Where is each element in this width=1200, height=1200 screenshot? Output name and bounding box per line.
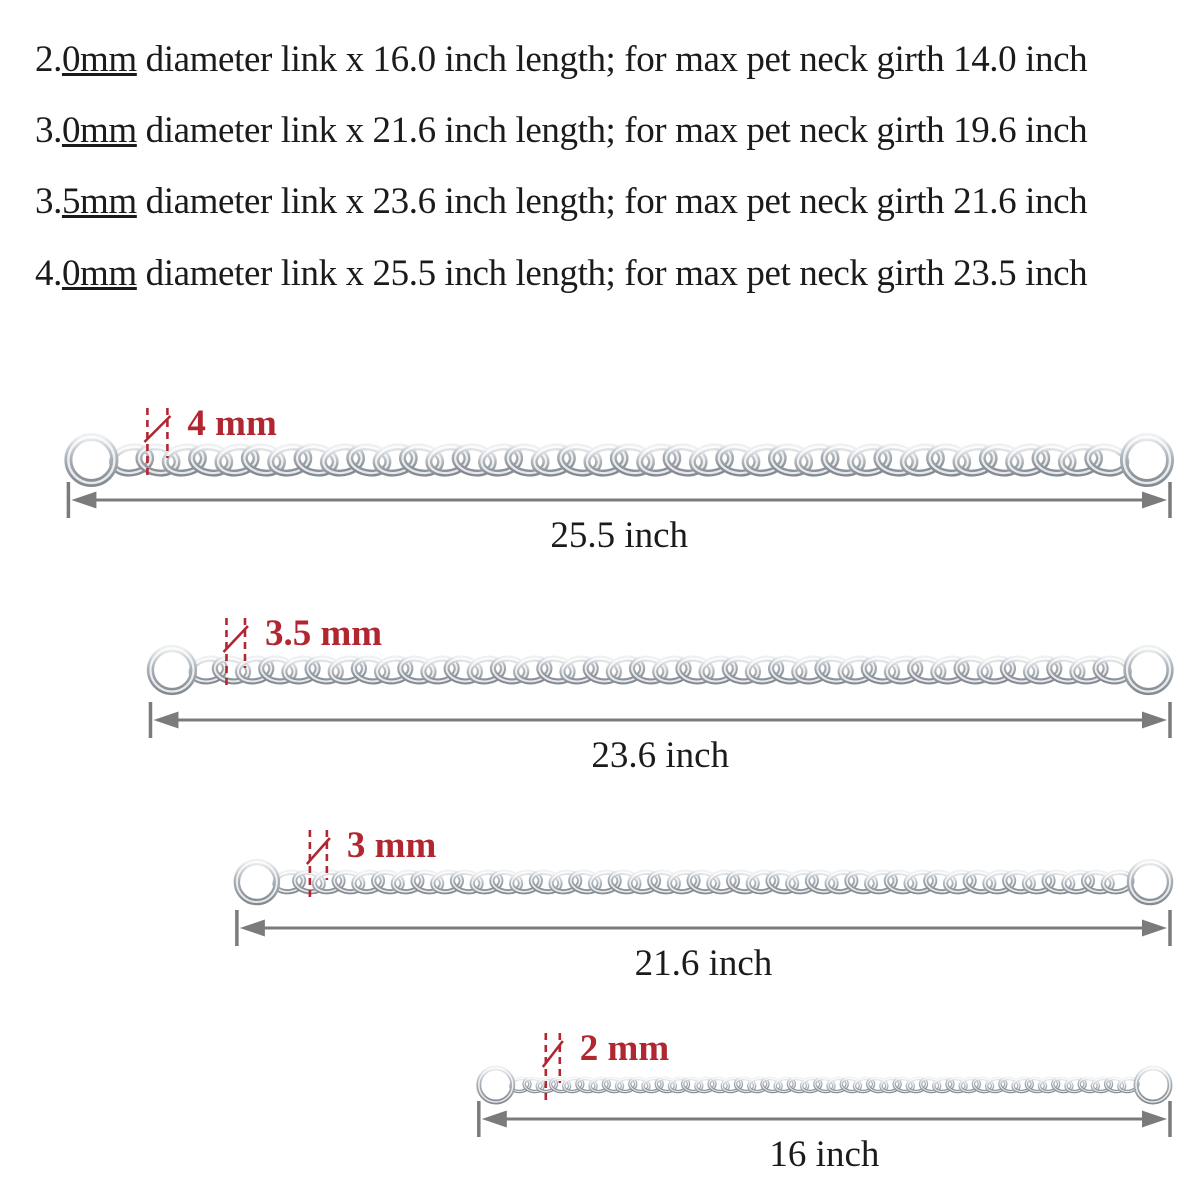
chain-links	[273, 870, 1133, 894]
dimension-line	[150, 702, 1170, 738]
end-ring-right	[1124, 437, 1170, 483]
arrowhead-right-icon	[1142, 920, 1167, 937]
arrowhead-right-icon	[1142, 492, 1167, 509]
chain-links	[510, 1077, 1139, 1093]
end-ring-left	[150, 649, 193, 692]
dimension-line	[237, 910, 1170, 946]
spec-line-3-pre: 3.	[35, 181, 62, 222]
length-label: 25.5 inch	[550, 515, 689, 556]
arrowhead-left-icon	[240, 920, 265, 937]
spec-line-4-pre: 4.	[35, 253, 62, 294]
end-ring-right	[1136, 1068, 1170, 1102]
end-ring-left	[479, 1068, 513, 1102]
dimension-line	[479, 1101, 1170, 1137]
arrowhead-left-icon	[482, 1111, 507, 1128]
diameter-label: 3.5 mm	[264, 613, 383, 654]
chain-row	[479, 1028, 1170, 1175]
chain-links	[190, 656, 1131, 684]
spec-line-1-underlined: 0mm	[61, 39, 137, 80]
length-label: 16 inch	[769, 1134, 880, 1175]
chain-row	[68, 403, 1170, 556]
spec-line-2-underlined: 0mm	[61, 110, 137, 151]
arrowhead-left-icon	[71, 492, 96, 509]
arrowhead-left-icon	[153, 712, 178, 729]
spec-line-3-rest: diameter link x 23.6 inch length; for max pet neck girth 21.6 inch	[136, 181, 1088, 222]
end-ring-left	[68, 437, 114, 483]
diameter-label: 3 mm	[346, 825, 437, 866]
spec-line-1-rest: diameter link x 16.0 inch length; for max pet neck girth 14.0 inch	[136, 39, 1088, 80]
end-ring-left	[237, 862, 277, 902]
chain-row	[150, 613, 1170, 776]
length-label: 23.6 inch	[591, 735, 730, 776]
end-ring-right	[1127, 649, 1170, 692]
spec-line-4-underlined: 0mm	[61, 253, 137, 294]
dimension-line	[68, 482, 1170, 518]
arrowhead-right-icon	[1142, 712, 1167, 729]
spec-line-3-underlined: 5mm	[61, 181, 137, 222]
spec-line-2-rest: diameter link x 21.6 inch length; for max pet neck girth 19.6 inch	[136, 110, 1088, 151]
spec-line-2-pre: 3.	[35, 110, 62, 151]
arrowhead-right-icon	[1142, 1111, 1167, 1128]
diameter-label: 2 mm	[579, 1028, 670, 1069]
spec-line-1-pre: 2.	[35, 39, 62, 80]
length-label: 21.6 inch	[634, 943, 773, 984]
end-ring-right	[1130, 862, 1170, 902]
diameter-label: 4 mm	[187, 403, 277, 444]
chain-links	[110, 444, 1127, 476]
chain-row	[237, 825, 1170, 984]
spec-line-4-rest: diameter link x 25.5 inch length; for max pet neck girth 23.5 inch	[136, 253, 1088, 294]
